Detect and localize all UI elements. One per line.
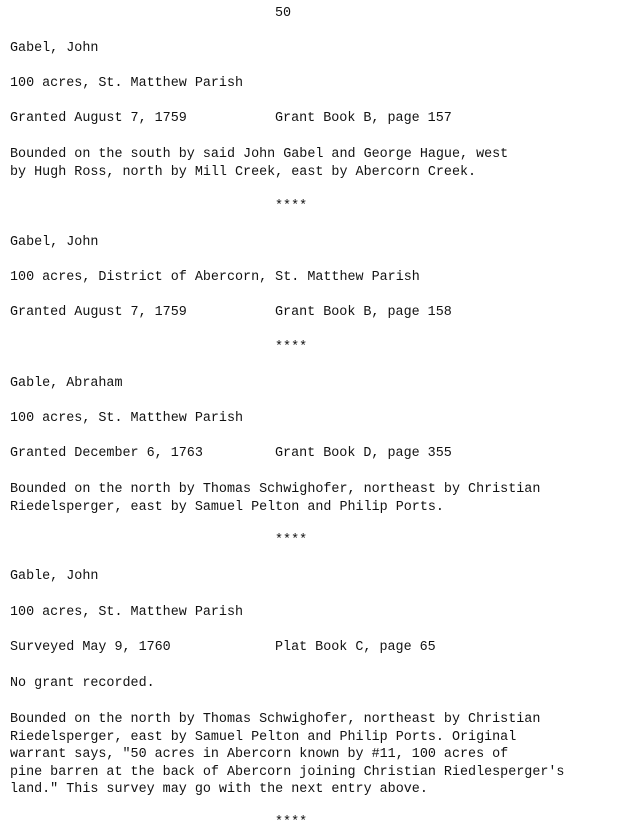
entry-name: Gable, Abraham bbox=[10, 376, 123, 391]
page-number: 50 bbox=[275, 6, 292, 21]
entry-book-ref: Plat Book C, page 65 bbox=[275, 640, 436, 655]
entry-book-ref: Grant Book B, page 157 bbox=[275, 111, 452, 126]
entry-grant-date: Granted August 7, 1759 bbox=[10, 305, 187, 320]
entry-acreage: 100 acres, St. Matthew Parish bbox=[10, 605, 244, 620]
entry-bounds: Bounded on the south by said John Gabel and George Hague, west by Hugh Ross, north by Mill Creek, east by Abercorn Creek. bbox=[10, 147, 509, 180]
separator: **** bbox=[275, 815, 308, 830]
entry-grant-line bbox=[10, 305, 452, 321]
separator: **** bbox=[275, 199, 308, 214]
entry-book-ref: Grant Book D, page 355 bbox=[275, 446, 452, 461]
entry-bounds: Bounded on the north by Thomas Schwighofer, northeast by Christian Riedelsperger, east by Samuel Pelton and Philip Ports. bbox=[10, 482, 541, 515]
entry-survey-date: Surveyed May 9, 1760 bbox=[10, 640, 171, 655]
entry-grant-line bbox=[10, 446, 452, 462]
entry-grant-line bbox=[10, 111, 452, 127]
entry-note: No grant recorded. bbox=[10, 676, 155, 691]
entry-name: Gabel, John bbox=[10, 41, 99, 56]
entry-grant-line bbox=[10, 640, 436, 656]
entry-acreage: 100 acres, St. Matthew Parish bbox=[10, 76, 244, 91]
entry-name: Gable, John bbox=[10, 569, 99, 584]
separator: **** bbox=[275, 533, 308, 548]
entry-grant-date: Granted August 7, 1759 bbox=[10, 111, 187, 126]
entry-bounds: Bounded on the north by Thomas Schwighofer, northeast by Christian Riedelsperger, east by Samuel Pelton and Philip Ports. Original warrant says, "50 acres in Abercorn known by #11, 100 acres of pine barren at the back of Abercorn joining Christian Riedlesperger's land." This survey may go with the next entry above. bbox=[10, 712, 565, 797]
entry-name: Gabel, John bbox=[10, 235, 99, 250]
entry-book-ref: Grant Book B, page 158 bbox=[275, 305, 452, 320]
entry-acreage: 100 acres, St. Matthew Parish bbox=[10, 411, 244, 426]
entry-grant-date: Granted December 6, 1763 bbox=[10, 446, 203, 461]
separator: **** bbox=[275, 340, 308, 355]
entry-acreage: 100 acres, District of Abercorn, St. Matthew Parish bbox=[10, 270, 420, 285]
